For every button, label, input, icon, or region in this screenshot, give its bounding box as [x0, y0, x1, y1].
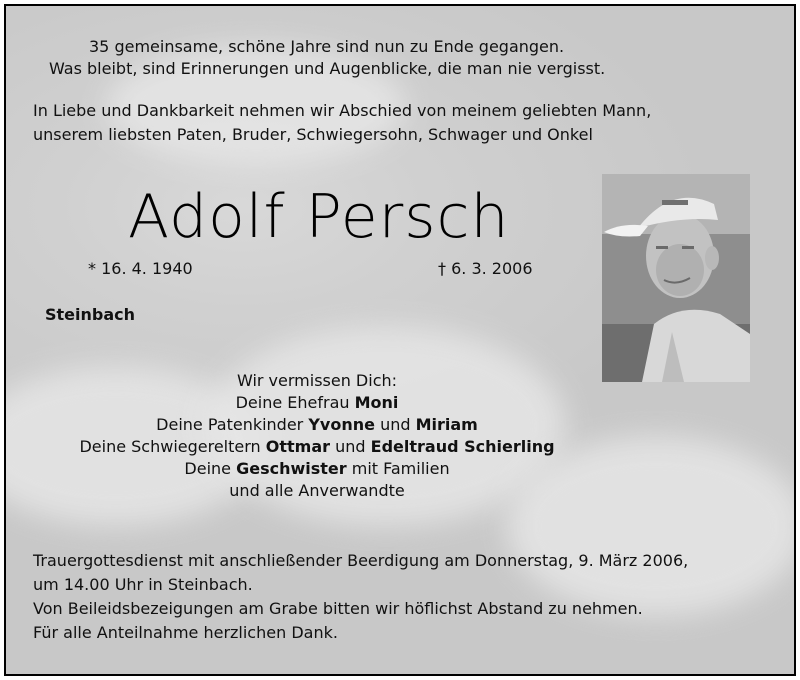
place: Steinbach: [45, 305, 136, 324]
inlaws-and: und: [330, 437, 371, 456]
service-line-4: Für alle Anteilnahme herzlichen Dank.: [33, 623, 338, 642]
mourner-wife: [6, 392, 628, 414]
siblings-suffix: mit Familien: [346, 459, 450, 478]
deceased-name: Adolf Persch: [128, 182, 510, 252]
siblings: Geschwister: [236, 459, 347, 478]
birth-date: * 16. 4. 1940: [88, 259, 193, 278]
godchild-1: Yvonne: [308, 415, 375, 434]
inlaws-prefix: Deine Schwiegereltern: [79, 437, 266, 456]
service-line-3: Von Beileidsbezeigungen am Grabe bitten wir höflichst Abstand zu nehmen.: [33, 599, 643, 618]
mourner-godchildren: [6, 414, 628, 436]
farewell-line-2: unserem liebsten Paten, Bruder, Schwiegersohn, Schwager und Onkel: [33, 125, 593, 144]
inlaw-2: Edeltraud Schierling: [370, 437, 555, 456]
inlaw-1: Ottmar: [265, 437, 331, 456]
obituary-notice: [4, 4, 796, 676]
wife-name: Moni: [354, 393, 399, 412]
godchild-2: Miriam: [415, 415, 478, 434]
mourner-relatives: und alle Anverwandte: [229, 481, 405, 500]
death-date: † 6. 3. 2006: [438, 259, 533, 278]
service-line-1: Trauergottesdienst mit anschließender Beerdigung am Donnerstag, 9. März 2006,: [33, 551, 689, 570]
farewell-line-1: In Liebe und Dankbarkeit nehmen wir Abschied von meinem geliebten Mann,: [33, 101, 652, 120]
godchildren-prefix: Deine Patenkinder: [156, 415, 309, 434]
godchildren-and: und: [374, 415, 416, 434]
intro-line-2: Was bleibt, sind Erinnerungen und Augenblicke, die man nie vergisst.: [49, 59, 606, 78]
mourner-inlaws: [6, 436, 628, 458]
mourner-siblings: [6, 458, 628, 480]
siblings-prefix: Deine: [184, 459, 237, 478]
wife-prefix: Deine Ehefrau: [235, 393, 355, 412]
portrait-photo: [602, 174, 750, 382]
intro-line-1: 35 gemeinsame, schöne Jahre sind nun zu Ende gegangen.: [89, 37, 565, 56]
service-line-2: um 14.00 Uhr in Steinbach.: [33, 575, 253, 594]
mourners-heading: Wir vermissen Dich:: [236, 371, 398, 390]
